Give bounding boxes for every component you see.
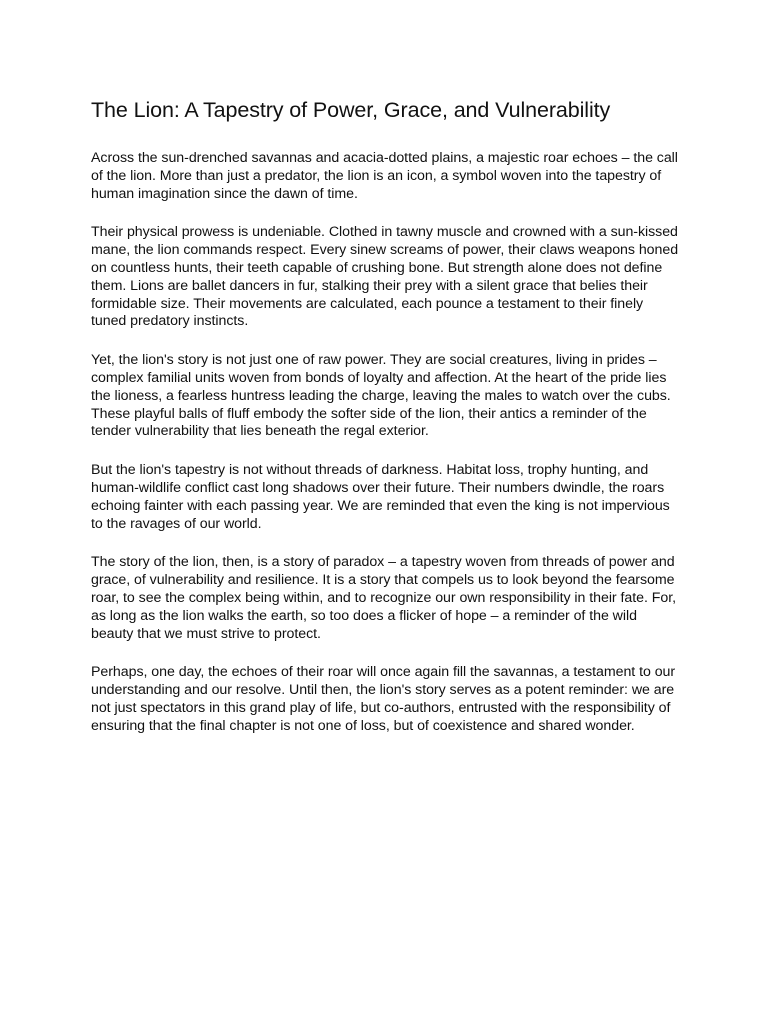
document-body	[91, 95, 681, 757]
paragraph-1: Across the sun-drenched savannas and acacia-dotted plains, a majestic roar echoes – the call of the lion. More than just a predator, the lion is an icon, a symbol woven into the tapestry of human imagination since the dawn of time.	[91, 150, 678, 202]
paragraph-4: But the lion's tapestry is not without threads of darkness. Habitat loss, trophy hunting, and human-wildlife conflict cast long shadows over their future. Their numbers dwindle, the roars echoing fainter with each passing year. We are reminded that even the king is not impervious to the ravages of our world.	[91, 462, 670, 532]
paragraph-2: Their physical prowess is undeniable. Clothed in tawny muscle and crowned with a sun-kissed mane, the lion commands respect. Every sinew screams of power, their claws weapons honed on countless hunts, their teeth capable of crushing bone. But strength alone does not define them. Lions are ballet dancers in fur, stalking their prey with a silent grace that belies their formidable size. Their movements are calculated, each pounce a testament to their finely tuned predatory instincts.	[91, 224, 679, 330]
paragraph-5: The story of the lion, then, is a story of paradox – a tapestry woven from threads of power and grace, of vulnerability and resilience. It is a story that compels us to look beyond the fearsome roar, to see the complex being within, and to recognize our own responsibility in their fate. For, as long as the lion walks the earth, so too does a flicker of hope – a reminder of the wild beauty that we must strive to protect.	[91, 554, 676, 642]
document-title: The Lion: A Tapestry of Power, Grace, and Vulnerability	[91, 98, 611, 122]
paragraph-6: Perhaps, one day, the echoes of their roar will once again fill the savannas, a testament to our understanding and our resolve. Until then, the lion's story serves as a potent reminder: we are not just spectators in this grand play of life, but co-authors, entrusted with the responsibility of ensuring that the final chapter is not one of loss, but of coexistence and shared wonder.	[91, 664, 676, 734]
paragraph-3: Yet, the lion's story is not just one of raw power. They are social creatures, living in prides – complex familial units woven from bonds of loyalty and affection. At the heart of the pride lies the lioness, a fearless huntress leading the charge, leaving the males to watch over the cubs. These playful balls of fluff embody the softer side of the lion, their antics a reminder of the tender vulnerability that lies beneath the regal exterior.	[91, 352, 671, 440]
